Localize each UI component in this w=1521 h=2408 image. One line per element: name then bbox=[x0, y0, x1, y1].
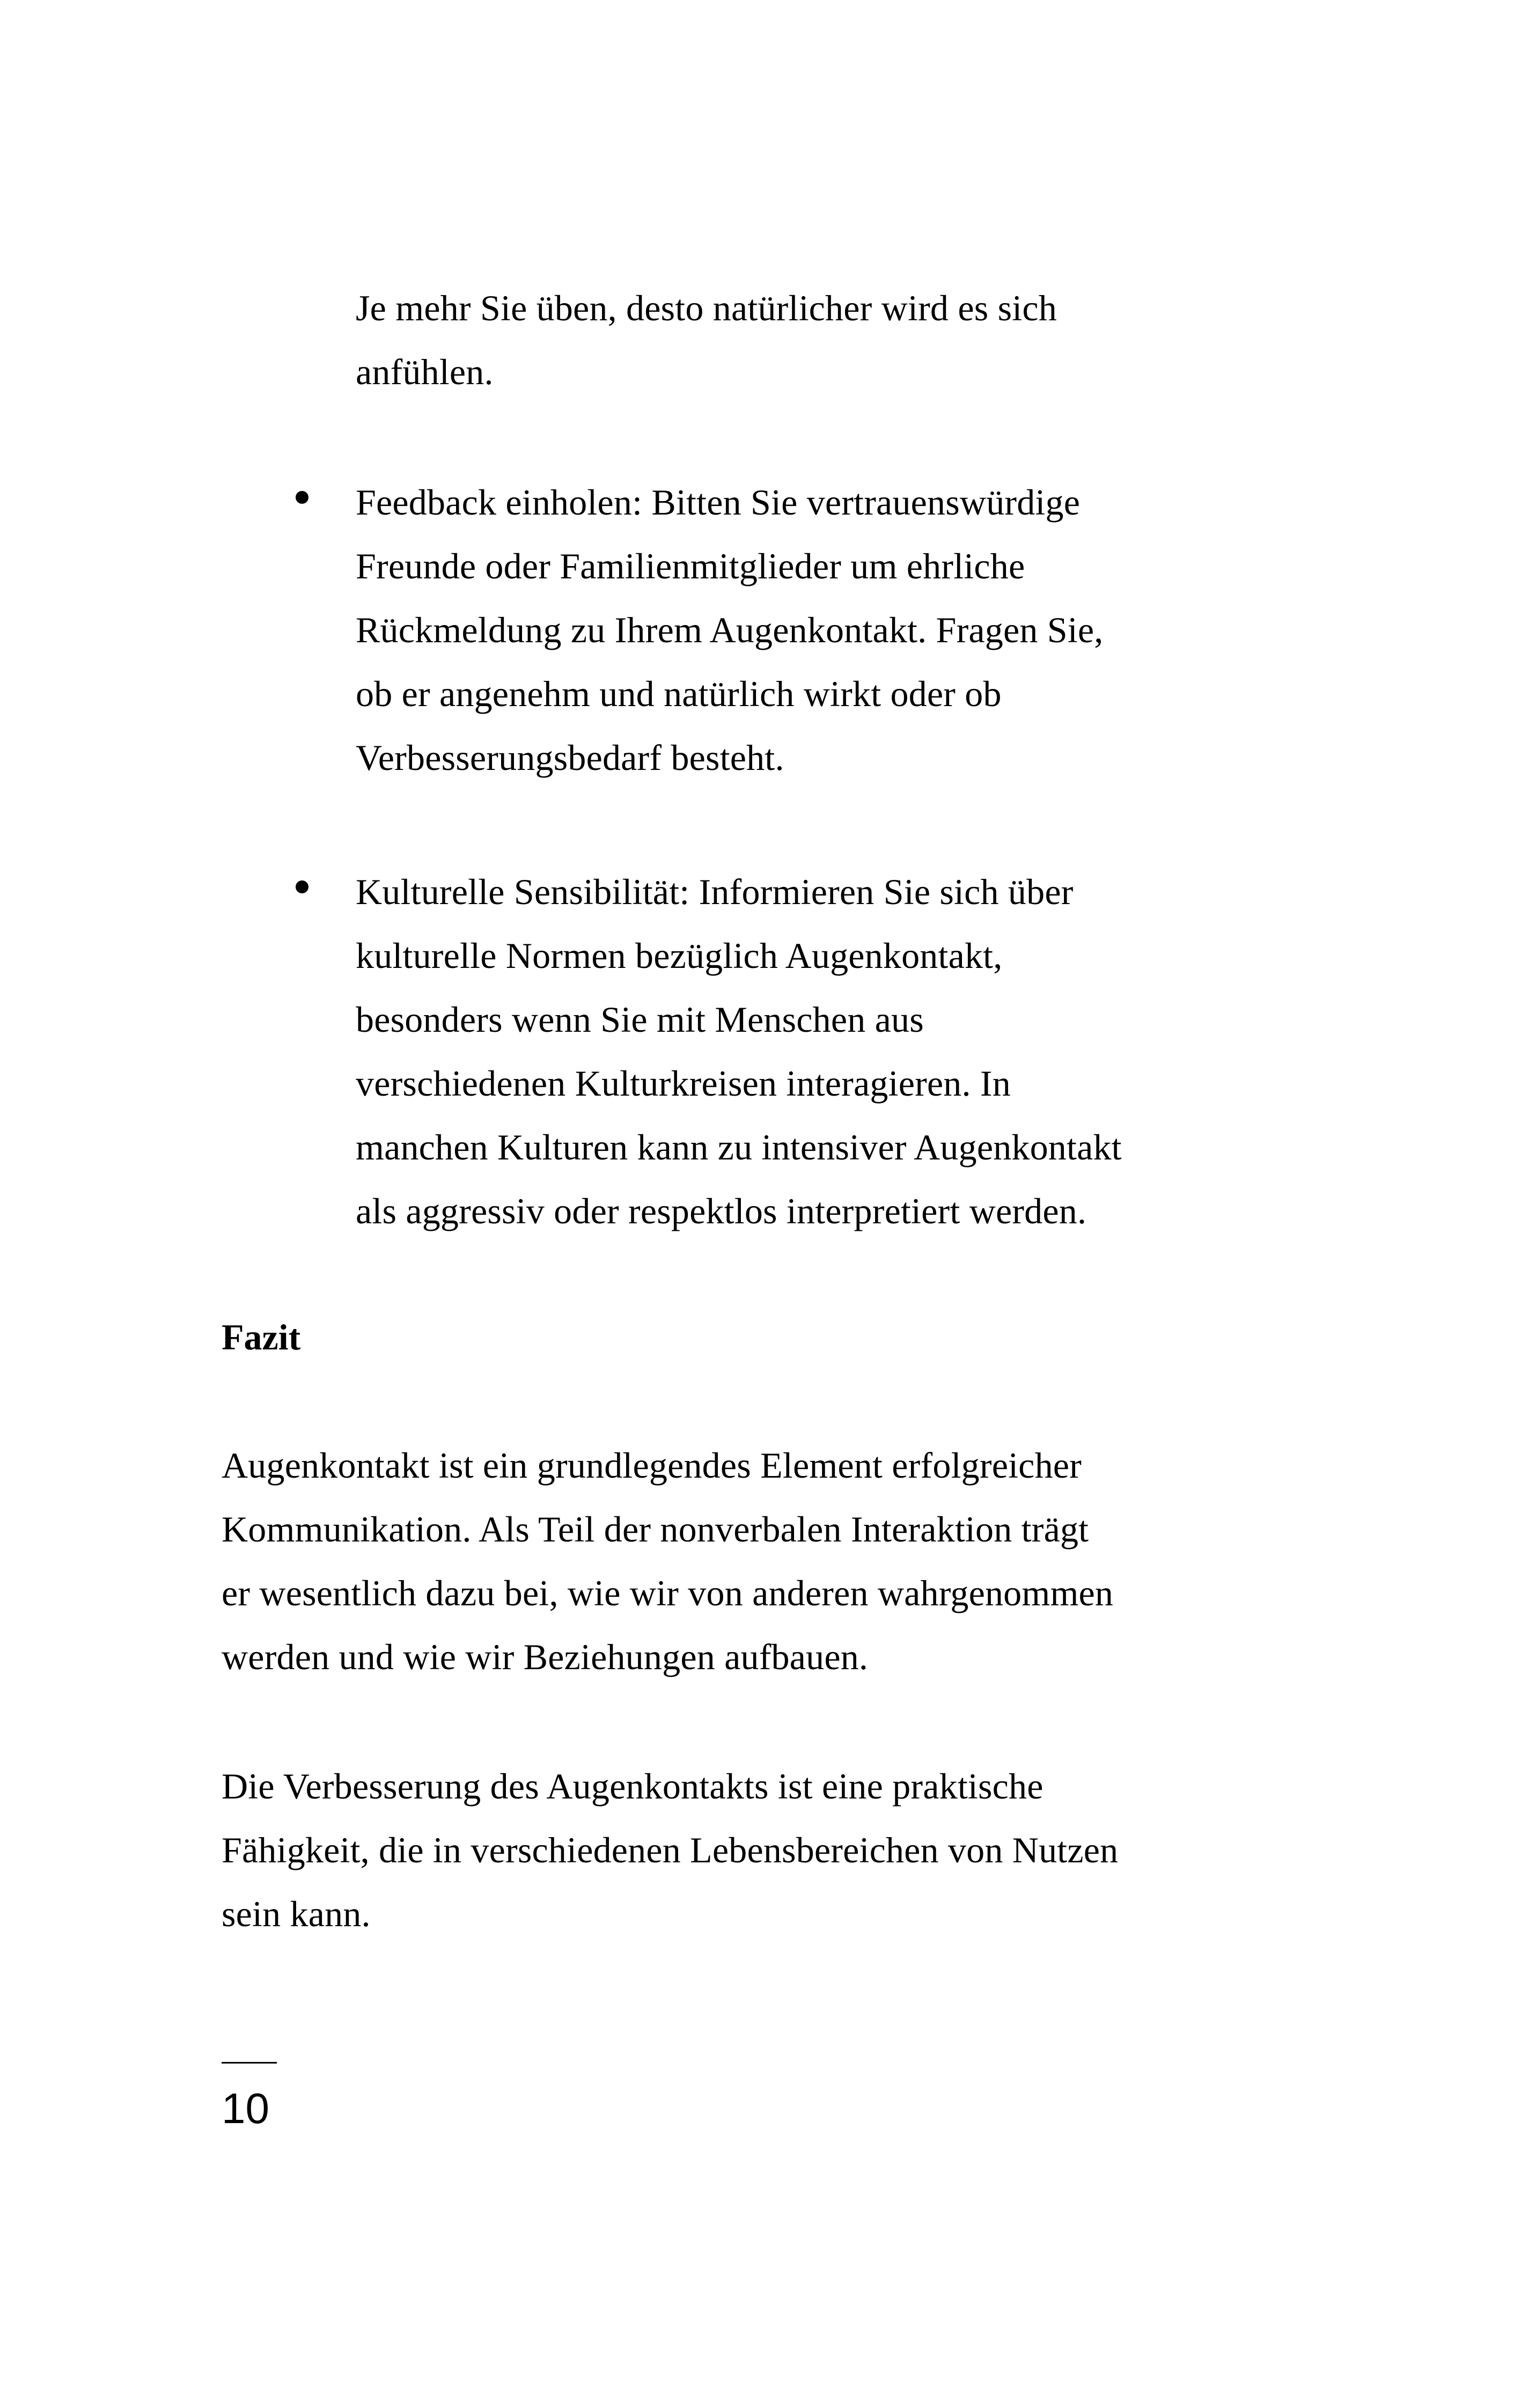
text-line: kulturelle Normen bezüglich Augenkontakt, bbox=[356, 935, 1003, 976]
text-line: Je mehr Sie üben, desto natürlicher wird es sich bbox=[356, 288, 1057, 328]
text-line: besonders wenn Sie mit Menschen aus bbox=[356, 999, 924, 1040]
text-line: Feedback einholen: Bitten Sie vertrauenswürdige bbox=[356, 482, 1081, 523]
text-line: anfühlen. bbox=[356, 351, 494, 392]
text-line: werden und wie wir Beziehungen aufbauen. bbox=[222, 1636, 869, 1677]
text-line: sein kann. bbox=[222, 1893, 371, 1934]
bullet-icon bbox=[296, 880, 308, 893]
bullet-icon bbox=[296, 491, 308, 504]
text-line: Rückmeldung zu Ihrem Augenkontakt. Fragen Sie, bbox=[356, 610, 1104, 650]
text-line: als aggressiv oder respektlos interpretiert werden. bbox=[356, 1191, 1087, 1231]
text-line: ob er angenehm und natürlich wirkt oder ob bbox=[356, 673, 1002, 714]
text-line: Augenkontakt ist ein grundlegendes Element erfolgreicher bbox=[222, 1445, 1082, 1486]
page-number: 10 bbox=[222, 2084, 269, 2132]
text-line: er wesentlich dazu bei, wie wir von anderen wahrgenommen bbox=[222, 1573, 1114, 1613]
text-line: Fähigkeit, die in verschiedenen Lebensbereichen von Nutzen bbox=[222, 1830, 1119, 1870]
text-line: manchen Kulturen kann zu intensiver Augenkontakt bbox=[356, 1127, 1122, 1168]
text-line: verschiedenen Kulturkreisen interagieren. In bbox=[356, 1063, 1011, 1104]
text-line: Die Verbesserung des Augenkontakts ist eine praktische bbox=[222, 1766, 1044, 1807]
section-heading: Fazit bbox=[222, 1317, 301, 1357]
text-line: Freunde oder Familienmitglieder um ehrliche bbox=[356, 546, 1025, 586]
footer-rule bbox=[222, 2062, 277, 2064]
text-line: Kulturelle Sensibilität: Informieren Sie sich über bbox=[356, 871, 1074, 912]
text-line: Kommunikation. Als Teil der nonverbalen Interaktion trägt bbox=[222, 1509, 1089, 1550]
text-line: Verbesserungsbedarf besteht. bbox=[356, 737, 784, 778]
